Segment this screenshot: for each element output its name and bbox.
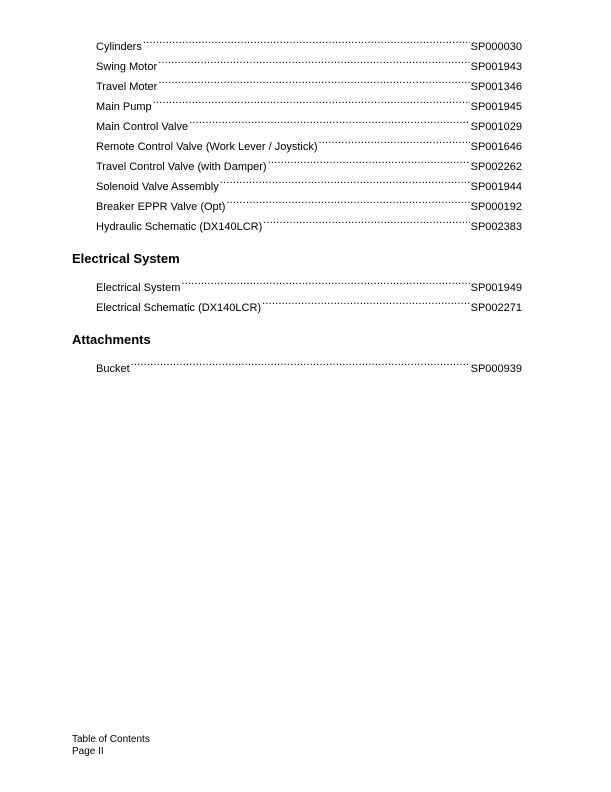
toc-entry-main-pump[interactable] bbox=[96, 90, 522, 113]
dot-leader bbox=[263, 210, 469, 230]
toc-entry-code: SP001944 bbox=[470, 181, 522, 193]
toc-entry-title: Cylinders bbox=[96, 41, 142, 53]
dot-leader bbox=[220, 170, 470, 190]
toc-entry-code: SP001943 bbox=[470, 61, 522, 73]
toc-entry-electrical-system[interactable] bbox=[96, 271, 522, 294]
toc-entry-title: Travel Moter bbox=[96, 81, 158, 93]
page-footer bbox=[72, 734, 150, 758]
dot-leader bbox=[143, 30, 470, 50]
dot-leader bbox=[319, 130, 470, 150]
toc-entry-code: SP000192 bbox=[470, 201, 522, 213]
toc-entry-travel-moter[interactable] bbox=[96, 70, 522, 93]
toc-entry-code: SP001945 bbox=[470, 101, 522, 113]
toc-entry-main-control-valve[interactable] bbox=[96, 110, 522, 133]
dot-leader bbox=[158, 50, 469, 70]
toc-entry-title: Electrical System bbox=[96, 282, 181, 294]
toc-entry-title: Travel Control Valve (with Damper) bbox=[96, 161, 267, 173]
toc-entry-bucket[interactable] bbox=[96, 352, 522, 375]
dot-leader bbox=[226, 190, 469, 210]
attachments-entry-list bbox=[96, 352, 522, 375]
toc-entry-code: SP001646 bbox=[470, 141, 522, 153]
toc-entry-title: Main Control Valve bbox=[96, 121, 189, 133]
dot-leader bbox=[153, 90, 470, 110]
toc-entry-code: SP000030 bbox=[470, 41, 522, 53]
toc-entry-title: Breaker EPPR Valve (Opt) bbox=[96, 201, 226, 213]
footer-page-number: Page II bbox=[72, 746, 104, 757]
hydraulic-entry-list bbox=[96, 30, 522, 233]
toc-entry-code: SP001346 bbox=[470, 81, 522, 93]
dot-leader bbox=[262, 291, 470, 311]
toc-entry-code: SP002271 bbox=[470, 302, 522, 314]
toc-entry-title: Hydraulic Schematic (DX140LCR) bbox=[96, 221, 263, 233]
toc-entry-title: Remote Control Valve (Work Lever / Joystick) bbox=[96, 141, 318, 153]
toc-entry-code: SP001949 bbox=[470, 282, 522, 294]
toc-entry-swing-motor[interactable] bbox=[96, 50, 522, 73]
section-heading-attachments: Attachments bbox=[72, 332, 151, 347]
toc-entry-title: Bucket bbox=[96, 363, 130, 375]
toc-entry-title: Main Pump bbox=[96, 101, 152, 113]
footer-doc-title: Table of Contents bbox=[72, 734, 150, 745]
toc-entry-code: SP000939 bbox=[470, 363, 522, 375]
toc-entry-code: SP001029 bbox=[470, 121, 522, 133]
toc-entry-title: Swing Motor bbox=[96, 61, 158, 73]
dot-leader bbox=[158, 70, 469, 90]
electrical-entry-list bbox=[96, 271, 522, 314]
toc-entry-code: SP002262 bbox=[470, 161, 522, 173]
toc-entry-code: SP002383 bbox=[470, 221, 522, 233]
section-heading-electrical: Electrical System bbox=[72, 251, 180, 266]
toc-entry-title: Electrical Schematic (DX140LCR) bbox=[96, 302, 262, 314]
dot-leader bbox=[131, 352, 470, 372]
dot-leader bbox=[268, 150, 470, 170]
dot-leader bbox=[181, 271, 469, 291]
toc-entry-title: Solenoid Valve Assembly bbox=[96, 181, 219, 193]
toc-entry-cylinders[interactable] bbox=[96, 30, 522, 53]
dot-leader bbox=[189, 110, 469, 130]
